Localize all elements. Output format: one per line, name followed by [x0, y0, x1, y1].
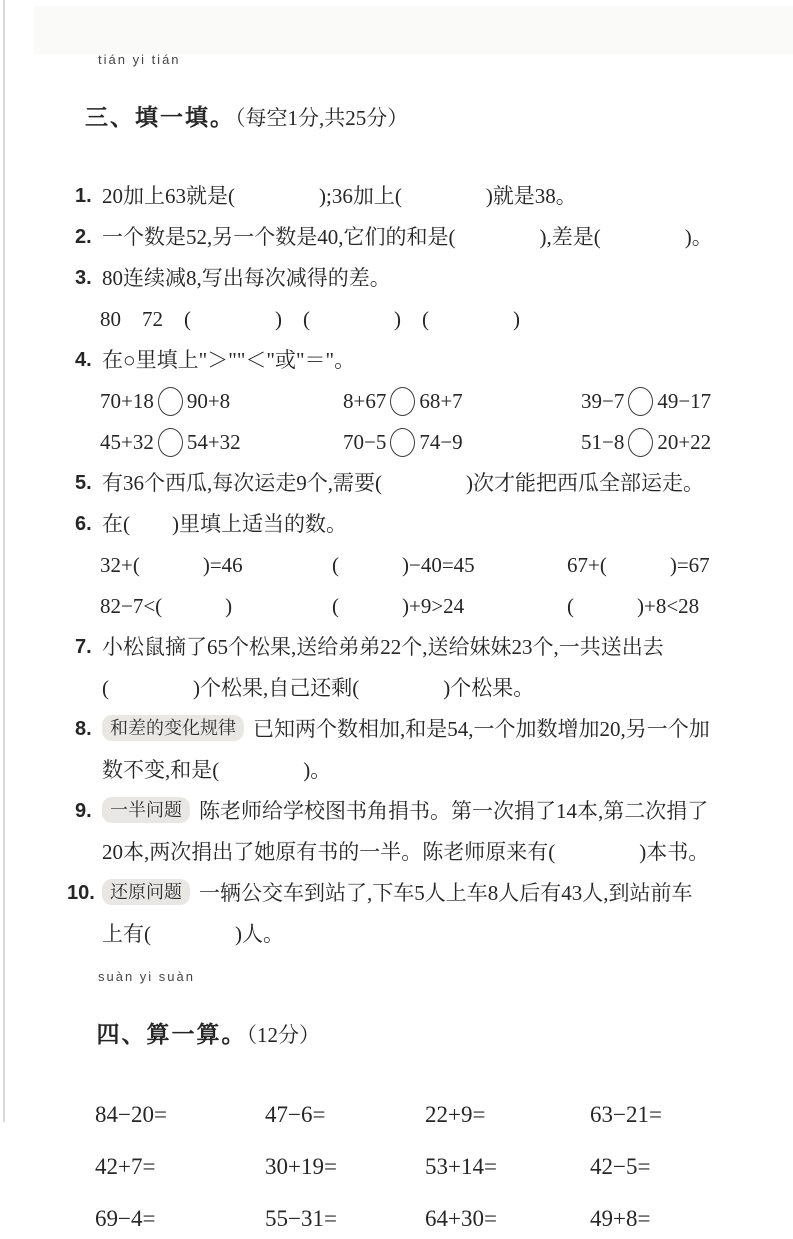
- compare-circle-icon: [628, 387, 653, 416]
- problem-3-answer-row: 80 72 ( ) ( ) ( ): [100, 307, 520, 331]
- calc-row-1: [95, 1095, 753, 1135]
- compare-left: 39−7: [581, 389, 625, 413]
- compare-left: 45+32: [100, 430, 154, 454]
- problem-5: [62, 463, 753, 504]
- problem-9-number: 9.: [75, 800, 92, 822]
- compare-circle-icon: [158, 387, 183, 416]
- problem-10-line-1: [102, 873, 753, 914]
- restore-problem-badge: 还原问题: [102, 879, 190, 905]
- problem-2: [62, 217, 753, 258]
- problem-10-line-1-text: 一辆公交车到站了,下车5人上车8人后有43人,到站前车: [199, 881, 693, 905]
- compare-right: 54+32: [186, 430, 241, 454]
- equation-row-2: [100, 586, 753, 627]
- equation-blank: ( )−40=45: [332, 553, 475, 577]
- compare-item: [100, 422, 343, 463]
- calc-problem: 22+9=: [425, 1102, 486, 1127]
- problem-7-line-2: ( )个松果,自己还剩( )个松果。: [102, 676, 535, 700]
- half-problem-badge: 一半问题: [102, 797, 190, 823]
- compare-right: 90+8: [186, 389, 231, 413]
- calc-problem: 49+8=: [590, 1206, 651, 1231]
- compare-right: 74−9: [419, 430, 463, 454]
- problem-8-line-1: [102, 709, 753, 750]
- problem-8-line-1-text: 已知两个数相加,和是54,一个加数增加20,另一个加: [253, 717, 710, 741]
- problem-8-number: 8.: [75, 718, 92, 740]
- problem-1: [62, 176, 753, 217]
- section-four-score: （12分）: [246, 1023, 320, 1047]
- problem-6: [62, 504, 753, 545]
- calc-problem: 84−20=: [95, 1102, 167, 1127]
- compare-circle-icon: [390, 428, 415, 457]
- fill-in-problems: [62, 176, 753, 955]
- calc-problem: 69−4=: [95, 1206, 156, 1231]
- compare-item: [581, 381, 753, 422]
- problem-8-text: [102, 709, 753, 791]
- problem-10-number: 10.: [67, 882, 95, 904]
- problem-2-text: 一个数是52,另一个数是40,它们的和是( ),差是( )。: [102, 225, 713, 249]
- calc-problem: 63−21=: [590, 1102, 662, 1127]
- compare-item: [343, 381, 581, 422]
- problem-7-text: [102, 627, 753, 709]
- compare-left: 8+67: [343, 389, 387, 413]
- section-four-heading: [62, 987, 753, 1083]
- calc-problem: 42−5=: [590, 1154, 651, 1179]
- problem-9-line-2: 20本,两次捐出了她原有书的一半。陈老师原来有( )本书。: [102, 840, 710, 864]
- compare-left: 70+18: [100, 389, 154, 413]
- calc-problem: 53+14=: [425, 1154, 497, 1179]
- problem-3-text: 80连续减8,写出每次减得的差。: [102, 266, 391, 290]
- problem-3-number: 3.: [75, 267, 92, 289]
- compare-item: [343, 422, 581, 463]
- section-three-title: 填一填。: [135, 105, 235, 130]
- compare-row-1: [100, 381, 753, 422]
- calc-row-3: [95, 1199, 753, 1239]
- equation-blank: 32+( )=46: [100, 553, 243, 577]
- equation-row-1: [100, 545, 753, 586]
- calc-problem: 55−31=: [265, 1206, 337, 1231]
- problem-4-number: 4.: [75, 349, 92, 371]
- section-three-number: 三、: [85, 105, 135, 130]
- compare-row-2: [100, 422, 753, 463]
- problem-10-text: [102, 873, 753, 955]
- compare-left: 70−5: [343, 430, 387, 454]
- problem-1-number: 1.: [75, 185, 92, 207]
- calc-problem: 64+30=: [425, 1206, 497, 1231]
- compare-right: 68+7: [419, 389, 463, 413]
- compare-item: [581, 422, 753, 463]
- section-three-score: （每空1分,共25分）: [235, 106, 409, 130]
- problem-5-text: 有36个西瓜,每次运走9个,需要( )次才能把西瓜全部运走。: [102, 471, 704, 495]
- problem-10: [62, 873, 753, 955]
- section-four-number: 四、: [96, 1022, 147, 1047]
- problem-9-line-1-text: 陈老师给学校图书角捐书。第一次捐了14本,第二次捐了: [199, 799, 709, 823]
- problem-9: [62, 791, 753, 873]
- calc-problem: 42+7=: [95, 1154, 156, 1179]
- problem-7: [62, 627, 753, 709]
- problem-8: [62, 709, 753, 791]
- equation-blank: ( )+9>24: [332, 594, 465, 618]
- section-four-pinyin: suàn yi suàn: [98, 969, 195, 984]
- problem-9-text: [102, 791, 753, 873]
- sum-diff-rule-badge: 和差的变化规律: [102, 715, 244, 741]
- problem-6-text: 在( )里填上适当的数。: [102, 512, 347, 536]
- compare-right: 20+22: [657, 430, 712, 454]
- calc-problem: 47−6=: [265, 1102, 326, 1127]
- section-four: [62, 969, 753, 1239]
- calc-row-2: [95, 1147, 753, 1187]
- problem-1-text: 20加上63就是( );36加上( )就是38。: [102, 184, 577, 208]
- problem-5-number: 5.: [75, 472, 92, 494]
- problem-8-line-2: 数不变,和是( )。: [102, 758, 332, 782]
- problem-3: [62, 258, 753, 299]
- equation-blank: ( )+8<28: [567, 594, 700, 618]
- problem-9-line-1: [102, 791, 753, 832]
- calc-problem: 30+19=: [265, 1154, 337, 1179]
- compare-right: 49−17: [657, 389, 712, 413]
- compare-circle-icon: [158, 428, 183, 457]
- problem-2-number: 2.: [75, 226, 92, 248]
- equation-blank: 82−7<( ): [100, 594, 233, 618]
- problem-7-number: 7.: [75, 636, 92, 658]
- problem-10-line-2: 上有( )人。: [102, 922, 284, 946]
- section-three-pinyin: tián yi tián: [98, 52, 181, 67]
- compare-circle-icon: [628, 428, 653, 457]
- problem-6-number: 6.: [75, 513, 92, 535]
- compare-left: 51−8: [581, 430, 625, 454]
- problem-7-line-1: 小松鼠摘了65个松果,送给弟弟22个,送给妹妹23个,一共送出去: [102, 635, 664, 659]
- problem-4: [62, 340, 753, 381]
- section-four-title: 算一算。: [146, 1022, 247, 1047]
- problem-4-text: 在○里填上"＞""＜"或"＝"。: [102, 348, 356, 372]
- compare-item: [100, 381, 343, 422]
- equation-blank: 67+( )=67: [567, 553, 710, 577]
- compare-circle-icon: [390, 387, 415, 416]
- section-three-heading: [62, 70, 753, 166]
